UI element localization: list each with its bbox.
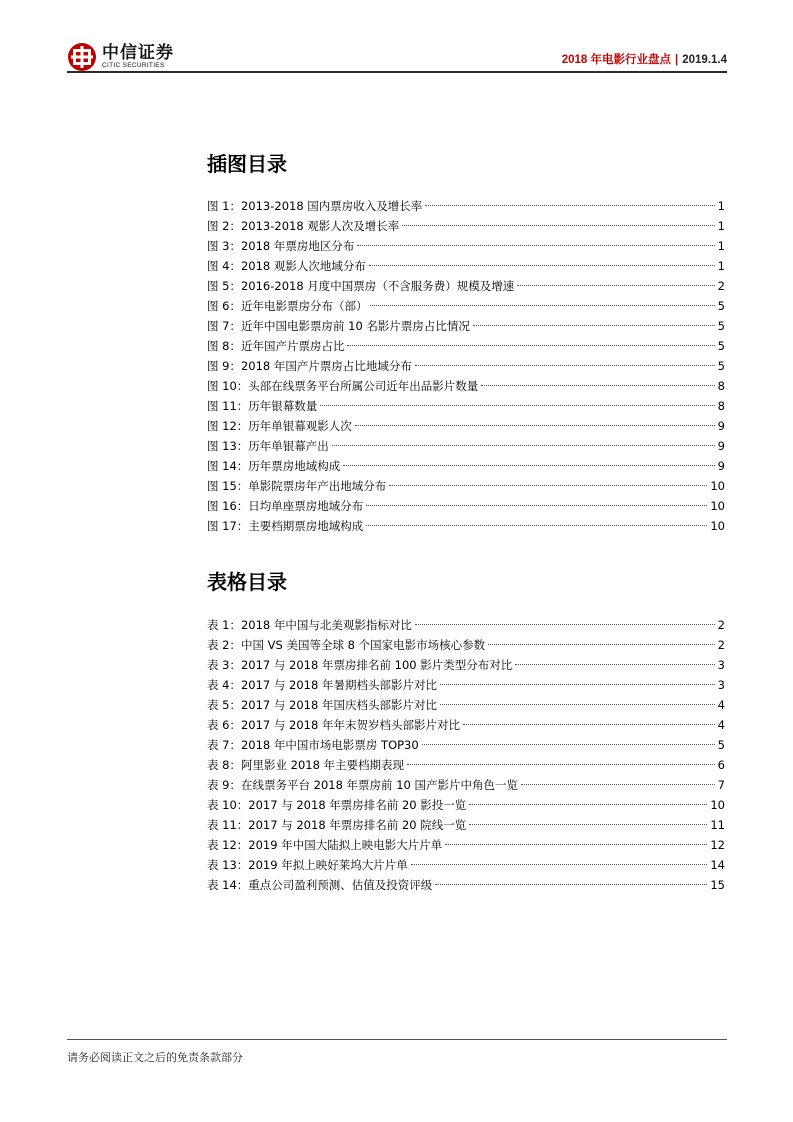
figure-toc-row[interactable] [207,276,725,296]
dot-leader [463,724,715,725]
toc-entry-label[interactable]: 表 12：2019 年中国大陆拟上映电影大片片单 [207,838,443,852]
toc-entry-label[interactable]: 图 9：2018 年国产片票房占比地域分布 [207,359,412,373]
toc-page-number[interactable]: 15 [710,878,725,892]
dot-leader [521,784,715,785]
toc-page-number[interactable]: 9 [717,419,725,433]
toc-entry-label[interactable]: 图 3：2018 年票房地区分布 [207,239,355,253]
table-toc-row[interactable] [207,875,725,895]
figure-toc-row[interactable] [207,296,725,316]
dot-leader [481,385,714,386]
toc-entry-label[interactable]: 图 17：主要档期票房地域构成 [207,519,364,533]
figure-toc-row[interactable] [207,356,725,376]
table-toc-row[interactable] [207,715,725,735]
toc-entry-label[interactable]: 图 4：2018 观影人次地域分布 [207,259,366,273]
dot-leader [488,644,715,645]
toc-page-number[interactable]: 12 [710,838,725,852]
toc-entry-label[interactable]: 表 6：2017 与 2018 年年末贺岁档头部影片对比 [207,718,460,732]
figure-toc-row[interactable] [207,456,725,476]
toc-page-number[interactable]: 4 [717,718,725,732]
dot-leader [445,844,707,845]
toc-entry-label[interactable]: 图 13：历年单银幕产出 [207,439,329,453]
toc-page-number[interactable]: 10 [710,519,725,533]
dot-leader [369,265,715,266]
table-toc-row[interactable] [207,755,725,775]
dot-leader [411,864,708,865]
toc-page-number[interactable]: 6 [717,758,725,772]
header-separator: | [675,54,679,66]
figure-toc-row[interactable] [207,396,725,416]
toc-entry-label[interactable]: 图 10：头部在线票务平台所属公司近年出品影片数量 [207,379,479,393]
toc-page-number[interactable]: 1 [717,259,725,273]
toc-entry-label[interactable]: 表 3：2017 与 2018 年票房排名前 100 影片类型分布对比 [207,658,513,672]
footer-divider [67,1039,727,1040]
dot-leader [332,445,715,446]
toc-entry-label[interactable]: 图 6：近年电影票房分布（部） [207,299,368,313]
toc-page-number[interactable]: 8 [717,399,725,413]
toc-page-number[interactable]: 11 [710,818,725,832]
table-toc-row[interactable] [207,635,725,655]
toc-entry-label[interactable]: 图 12：历年单银幕观影人次 [207,419,352,433]
toc-page-number[interactable]: 1 [717,219,725,233]
toc-page-number[interactable]: 7 [717,778,725,792]
toc-page-number[interactable]: 9 [717,459,725,473]
toc-page-number[interactable]: 10 [710,798,725,812]
dot-leader [440,704,715,705]
footer-disclaimer: 请务必阅读正文之后的免责条款部分 [67,1051,243,1064]
report-header [562,51,727,67]
toc-page-number[interactable]: 5 [717,738,725,752]
figure-toc-row[interactable] [207,376,725,396]
dot-leader [515,664,714,665]
toc-page-number[interactable]: 2 [717,618,725,632]
dot-leader [343,465,714,466]
dot-leader [389,485,707,486]
toc-entry-label[interactable]: 图 1：2013-2018 国内票房收入及增长率 [207,199,423,213]
toc-page-number[interactable]: 8 [717,379,725,393]
toc-entry-label[interactable]: 表 8：阿里影业 2018 年主要档期表现 [207,758,405,772]
report-title: 2018 年电影行业盘点 [561,54,672,66]
figure-toc-row[interactable] [207,476,725,496]
dot-leader [357,245,714,246]
toc-entry-label[interactable]: 表 14：重点公司盈利预测、估值及投资评级 [207,878,433,892]
table-toc-row[interactable] [207,775,725,795]
toc-entry-label[interactable]: 图 14：历年票房地域构成 [207,459,341,473]
toc-entry-label[interactable]: 表 13：2019 年拟上映好莱坞大片片单 [207,858,408,872]
toc-entry-label[interactable]: 图 2：2013-2018 观影人次及增长率 [207,219,400,233]
dot-leader [435,884,707,885]
toc-page-number[interactable]: 4 [717,698,725,712]
toc-page-number[interactable]: 2 [717,638,725,652]
figure-toc-row[interactable] [207,316,725,336]
table-toc-row[interactable] [207,615,725,635]
dot-leader [517,285,714,286]
table-toc-row[interactable] [207,675,725,695]
figure-toc-row[interactable] [207,516,725,536]
dot-leader [366,505,707,506]
toc-entry-label[interactable]: 图 7：近年中国电影票房前 10 名影片票房占比情况 [207,319,470,333]
toc-page-number[interactable]: 10 [710,499,725,513]
toc-entry-label[interactable]: 表 10：2017 与 2018 年票房排名前 20 影投一览 [207,798,467,812]
figure-toc-row[interactable] [207,336,725,356]
dot-leader [422,744,715,745]
figure-toc-row[interactable] [207,216,725,236]
toc-page-number[interactable]: 5 [717,319,725,333]
tables-toc-list [207,615,725,895]
figure-toc-row[interactable] [207,436,725,456]
dot-leader [415,624,715,625]
toc-entry-label[interactable]: 表 4：2017 与 2018 年暑期档头部影片对比 [207,678,437,692]
report-date: 2019.1.4 [682,54,727,66]
toc-page-number[interactable]: 14 [710,858,725,872]
table-toc-row[interactable] [207,795,725,815]
figures-toc-list [207,196,725,536]
toc-page-number[interactable]: 1 [717,199,725,213]
dot-leader [415,365,715,366]
toc-page-number[interactable]: 1 [717,239,725,253]
table-toc-row[interactable] [207,655,725,675]
toc-entry-label[interactable]: 图 16：日均单座票房地域分布 [207,499,364,513]
toc-entry-label[interactable]: 图 5：2016-2018 月度中国票房（不含服务费）规模及增速 [207,279,515,293]
table-toc-row[interactable] [207,815,725,835]
figure-toc-row[interactable] [207,196,725,216]
table-toc-row[interactable] [207,855,725,875]
dot-leader [469,824,707,825]
dot-leader [320,405,714,406]
toc-entry-label[interactable]: 表 7：2018 年中国市场电影票房 TOP30 [207,738,419,752]
toc-entry-label[interactable]: 表 2：中国 VS 美国等全球 8 个国家电影市场核心参数 [207,638,486,652]
dot-leader [407,764,715,765]
dot-leader [402,225,714,226]
dot-leader [469,804,707,805]
toc-entry-label[interactable]: 表 11：2017 与 2018 年票房排名前 20 院线一览 [207,818,467,832]
dot-leader [370,305,714,306]
toc-entry-label[interactable]: 图 11：历年银幕数量 [207,399,318,413]
dot-leader [355,425,715,426]
dot-leader [473,325,715,326]
logo-chinese-name: 中信证券 [102,43,174,63]
toc-page-number[interactable]: 3 [717,658,725,672]
toc-entry-label[interactable]: 表 5：2017 与 2018 年国庆档头部影片对比 [207,698,437,712]
table-toc-row[interactable] [207,735,725,755]
toc-entry-label[interactable]: 表 1：2018 年中国与北美观影指标对比 [207,618,412,632]
toc-page-number[interactable]: 9 [717,439,725,453]
toc-entry-label[interactable]: 表 9：在线票务平台 2018 年票房前 10 国产影片中角色一览 [207,778,518,792]
table-toc-row[interactable] [207,835,725,855]
figures-toc-title: 插图目录 [207,152,287,176]
toc-page-number[interactable]: 5 [717,299,725,313]
dot-leader [366,525,707,526]
toc-page-number[interactable]: 5 [717,359,725,373]
company-logo [67,41,174,73]
figure-toc-row[interactable] [207,236,725,256]
dot-leader [425,205,714,206]
tables-toc-title: 表格目录 [207,570,287,594]
figure-toc-row[interactable] [207,256,725,276]
toc-entry-label[interactable]: 图 8：近年国产片票房占比 [207,339,345,353]
logo-english-name: CITIC SECURITIES [102,62,165,69]
header-divider [67,71,727,73]
toc-page-number[interactable]: 3 [717,678,725,692]
toc-page-number[interactable]: 10 [710,479,725,493]
dot-leader [347,345,714,346]
toc-page-number[interactable]: 5 [717,339,725,353]
figure-toc-row[interactable] [207,416,725,436]
table-toc-row[interactable] [207,695,725,715]
figure-toc-row[interactable] [207,496,725,516]
toc-page-number[interactable]: 2 [717,279,725,293]
toc-entry-label[interactable]: 图 15：单影院票房年产出地域分布 [207,479,387,493]
dot-leader [440,684,715,685]
citic-logo-icon [67,42,97,72]
